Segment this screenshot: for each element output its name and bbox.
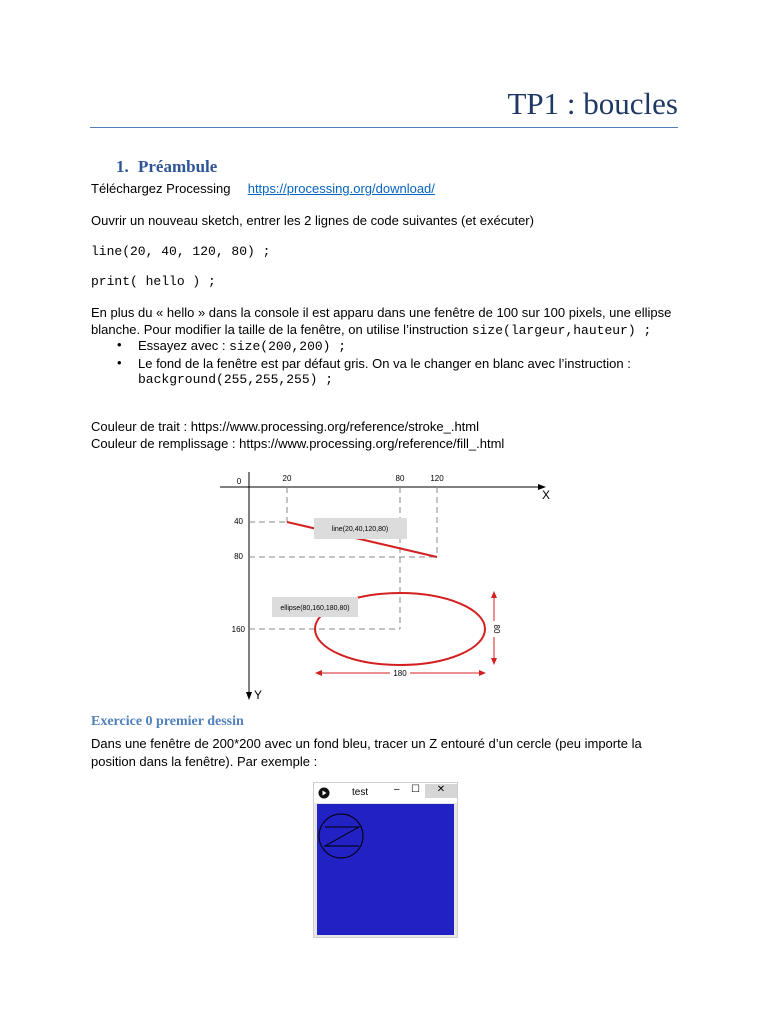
- download-link[interactable]: https://processing.org/download/: [247, 181, 435, 196]
- y-tick-label: 40: [234, 517, 243, 526]
- code-print: print( hello ) ;: [91, 274, 216, 289]
- paragraph-text: blanche. Pour modifier la taille de la fenêtre, on utilise l’instruction: [91, 322, 469, 337]
- code-line: line(20, 40, 120, 80) ;: [91, 244, 271, 259]
- line-label: line(20,40,120,80): [331, 526, 389, 533]
- z-in-circle-drawing: [317, 804, 454, 935]
- processing-logo-icon: [317, 786, 331, 800]
- width-label: 180: [393, 669, 407, 678]
- size-code: size(largeur,hauteur) ;: [471, 323, 652, 338]
- maximize-button[interactable]: ☐: [411, 784, 420, 795]
- stroke-reference: Couleur de trait : https://www.processing.org/reference/stroke_.html: [91, 419, 480, 434]
- ellipse-label: ellipse(80,160,180,80): [280, 605, 350, 612]
- download-label: Téléchargez Processing: [91, 181, 231, 196]
- bullet-1-text: Essayez avec :: [138, 338, 226, 353]
- x-tick-label: 20: [282, 474, 292, 483]
- page-title: TP1 : boucles: [507, 86, 678, 121]
- y-tick-label: 80: [234, 552, 243, 561]
- height-label: 80: [492, 624, 501, 634]
- exercise-title: Exercice 0 premier dessin: [91, 714, 244, 729]
- x-axis-label: X: [542, 488, 551, 502]
- bullet-2-text: Le fond de la fenêtre est par défaut gris. On va le changer en blanc avec l’instruction :: [138, 356, 631, 371]
- close-button[interactable]: ✕: [425, 784, 457, 798]
- sketch-canvas: [317, 804, 454, 935]
- window-titlebar: [314, 783, 457, 803]
- height-arrow-bottom: [491, 658, 497, 665]
- window-title: test: [352, 787, 369, 798]
- circle-shape: [319, 814, 363, 858]
- paragraph-line-1: En plus du « hello » dans la console il est apparu dans une fenêtre de 100 sur 100 pixels, une ellipse: [91, 305, 672, 320]
- x-tick-label: 80: [395, 474, 405, 483]
- bullet-dot: •: [117, 337, 122, 352]
- fill-reference: Couleur de remplissage : https://www.processing.org/reference/fill_.html: [91, 436, 505, 451]
- section-number: 1.: [116, 157, 129, 176]
- width-arrow-left: [315, 670, 322, 676]
- z-shape: [325, 827, 359, 846]
- exercise-line-2: position dans la fenêtre). Par exemple :: [91, 754, 318, 769]
- exercise-line-1: Dans une fenêtre de 200*200 avec un fond bleu, tracer un Z entouré d’un cercle (peu importe la: [91, 736, 642, 751]
- minimize-button[interactable]: –: [394, 784, 400, 795]
- origin-label: 0: [236, 477, 242, 486]
- intro-text: Ouvrir un nouveau sketch, entrer les 2 lignes de code suivantes (et exécuter): [91, 213, 534, 228]
- y-tick-label: 160: [231, 625, 245, 634]
- bullet-dot: •: [117, 355, 122, 370]
- x-tick-label: 120: [430, 474, 444, 483]
- y-axis-label: Y: [254, 688, 263, 702]
- bullet-2-code: background(255,255,255) ;: [138, 372, 334, 387]
- bullet-1-code: size(200,200) ;: [229, 339, 347, 354]
- width-arrow-right: [479, 670, 486, 676]
- section-title: Préambule: [138, 157, 218, 176]
- height-arrow-top: [491, 591, 497, 598]
- y-axis-arrow: [246, 692, 252, 700]
- sketch-window: [313, 782, 458, 938]
